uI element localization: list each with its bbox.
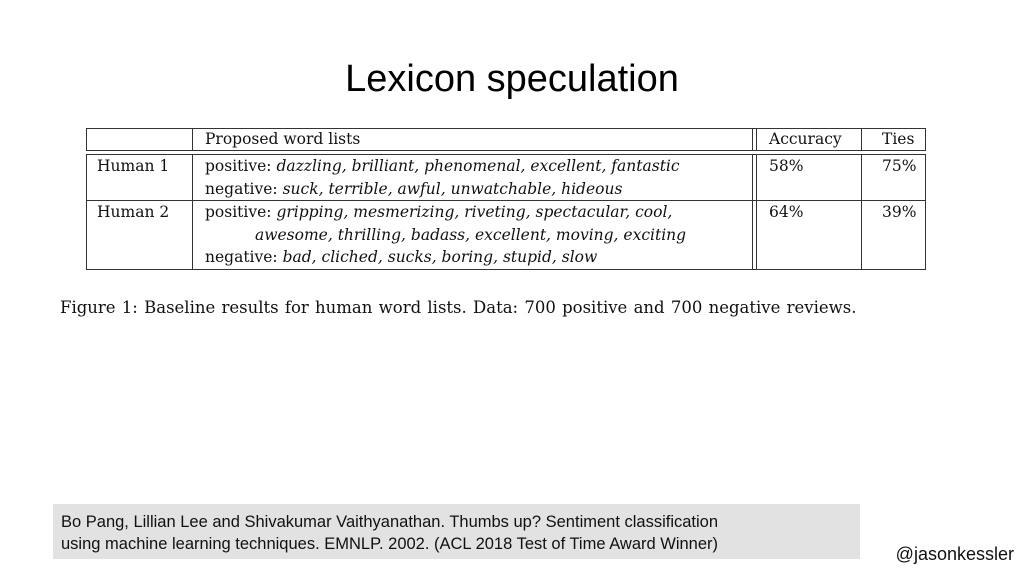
positive-words: gripping, mesmerizing, riveting, spectacular, cool,	[276, 203, 673, 221]
results-table	[86, 128, 926, 270]
figure-caption: Figure 1: Baseline results for human word lists. Data: 700 positive and 700 negative reviews.	[60, 298, 857, 317]
author-handle: @jasonkessler	[895, 544, 1014, 564]
positive-words: dazzling, brilliant, phenomenal, excellent, fantastic	[276, 157, 680, 175]
negative-words: suck, terrible, awful, unwatchable, hideous	[282, 179, 623, 198]
header-word-lists: Proposed word lists	[205, 130, 361, 148]
table-header-row	[86, 128, 926, 151]
word-lists-cell	[193, 201, 752, 269]
table-row	[87, 155, 925, 200]
ties-value: 75%	[882, 157, 917, 175]
header-ties: Ties	[882, 130, 915, 148]
slide-title: Lexicon speculation	[345, 58, 679, 100]
negative-label: negative:	[205, 248, 278, 266]
citation-line-1: Bo Pang, Lillian Lee and Shivakumar Vaithyanathan. Thumbs up? Sentiment classification	[61, 513, 719, 531]
table-row	[87, 200, 925, 269]
citation-line-2: using machine learning techniques. EMNLP. 2002. (ACL 2018 Test of Time Award Winner)	[61, 535, 719, 553]
positive-words-continued: awesome, thrilling, badass, excellent, moving, exciting	[255, 225, 687, 244]
row-name: Human 2	[97, 203, 170, 221]
accuracy-value: 58%	[769, 157, 804, 175]
positive-label: positive:	[205, 157, 272, 175]
header-accuracy: Accuracy	[757, 129, 862, 150]
header-empty-cell	[87, 129, 193, 150]
row-name: Human 1	[97, 157, 170, 175]
citation-box	[53, 504, 860, 559]
positive-label: positive:	[205, 203, 272, 221]
accuracy-value: 64%	[769, 203, 804, 221]
table-body	[86, 154, 926, 270]
negative-label: negative:	[205, 179, 278, 198]
ties-value: 39%	[882, 203, 917, 221]
word-lists-cell	[193, 155, 752, 200]
negative-words: bad, cliched, sucks, boring, stupid, slow	[282, 248, 598, 266]
